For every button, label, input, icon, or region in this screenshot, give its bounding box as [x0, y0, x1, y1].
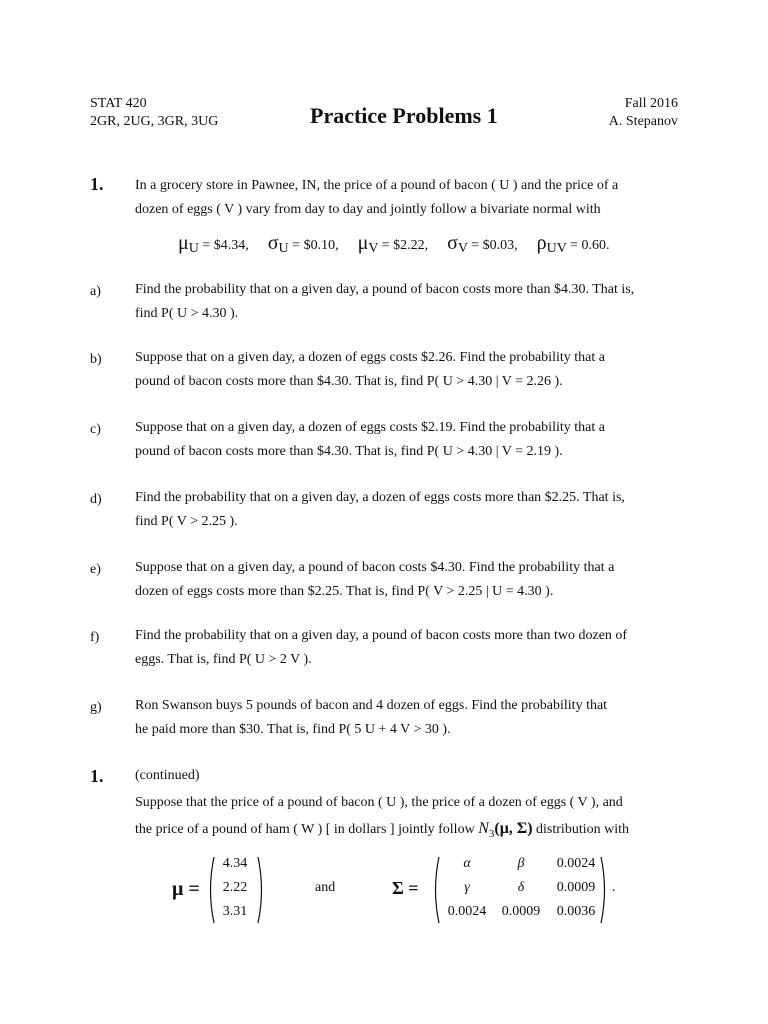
part-text-line-1: Suppose that on a given day, a pound of bacon costs $4.30. Find the probability that a: [135, 560, 615, 575]
part-text-line-1: Suppose that on a given day, a dozen of eggs costs $2.19. Find the probability that a: [135, 420, 605, 435]
sigma-v-value: = $0.03,: [467, 238, 518, 253]
matrix-end-period: .: [612, 880, 616, 895]
part-text-line-2: find P( U > 4.30 ).: [135, 306, 239, 321]
course-sections: 2GR, 2UG, 3GR, 3UG: [90, 114, 219, 129]
sigma-matrix-cell: 0.0036: [556, 904, 596, 919]
instructor: A. Stepanov: [608, 114, 678, 129]
mu-symbol: μ: [178, 232, 189, 254]
part-label: a): [90, 284, 101, 299]
distribution-name: N: [478, 820, 489, 837]
part-label: g): [90, 700, 102, 715]
rho-value: = 0.60.: [566, 238, 610, 253]
sigma-symbol: σ: [447, 232, 458, 254]
sigma-matrix-cell: α: [463, 856, 471, 871]
part-text-line-2: pound of bacon costs more than $4.30. That is, find P( U > 4.30 | V = 2.19 ).: [135, 444, 563, 459]
mu-v-subscript: V: [368, 241, 379, 256]
mu-vector-entry: 4.34: [222, 856, 248, 871]
continued-label: (continued): [135, 768, 200, 783]
part-text-line-1: Suppose that on a given day, a dozen of eggs costs $2.26. Find the probability that a: [135, 350, 605, 365]
part-text-line-1: Find the probability that on a given day, a dozen of eggs costs more than $2.25. That is,: [135, 490, 625, 505]
distribution-parameters: [178, 232, 609, 255]
problem-intro-line-2: dozen of eggs ( V ) vary from day to day and jointly follow a bivariate normal with: [135, 202, 601, 217]
part-label: b): [90, 352, 102, 367]
part-text-line-1: Find the probability that on a given day, a pound of bacon costs more than two dozen of: [135, 628, 628, 643]
mu-u-subscript: U: [188, 241, 199, 256]
sigma-symbol: σ: [267, 232, 279, 254]
continued-line-2-end: distribution with: [532, 822, 629, 837]
sigma-matrix-cell: 0.0024: [447, 904, 487, 919]
mu-symbol: μ: [357, 232, 369, 254]
mu-vector-entry: 2.22: [222, 880, 248, 895]
part-text-line-1: Ron Swanson buys 5 pounds of bacon and 4 dozen of eggs. Find the probability that: [135, 698, 608, 713]
sigma-u-value: = $0.10,: [288, 238, 339, 253]
mu-u-value: = $4.34,: [198, 238, 249, 253]
rho-symbol: ρ: [536, 232, 547, 254]
sigma-matrix-label: Σ =: [392, 878, 419, 898]
distribution-args: (μ, Σ): [494, 820, 533, 837]
sigma-matrix-cell: 0.0009: [501, 904, 541, 919]
part-text-line-2: eggs. That is, find P( U > 2 V ).: [135, 652, 312, 667]
mu-v-value: = $2.22,: [378, 238, 429, 253]
sigma-u-subscript: U: [278, 241, 289, 256]
part-label: c): [90, 422, 101, 437]
part-text-line-2: find P( V > 2.25 ).: [135, 514, 238, 529]
mu-vector-entry: 3.31: [222, 904, 248, 919]
continued-line-2: [135, 817, 629, 842]
problem-number: 1.: [90, 174, 104, 194]
distribution-subscript: 3: [488, 828, 495, 840]
part-text-line-2: he paid more than $30. That is, find P( 5 U + 4 V > 30 ).: [135, 722, 451, 737]
course-code: STAT 420: [90, 96, 147, 111]
problem-intro-line-1: In a grocery store in Pawnee, IN, the price of a pound of bacon ( U ) and the price of a: [135, 178, 619, 193]
sigma-matrix-cell: β: [517, 856, 525, 871]
part-label: d): [90, 492, 102, 507]
sigma-matrix-cell: δ: [517, 880, 525, 895]
part-label: e): [90, 562, 101, 577]
problem-number-continued: 1.: [90, 766, 104, 786]
sigma-matrix-cell: γ: [464, 880, 470, 895]
continued-line-1: Suppose that the price of a pound of bacon ( U ), the price of a dozen of eggs ( V ), and: [135, 795, 623, 810]
sigma-matrix-cell: 0.0024: [556, 856, 596, 871]
page-title: Practice Problems 1: [310, 103, 498, 128]
part-text-line-2: dozen of eggs costs more than $2.25. That is, find P( V > 2.25 | U = 4.30 ).: [135, 584, 554, 599]
sigma-matrix-cell: 0.0009: [556, 880, 596, 895]
and-text: and: [315, 880, 336, 895]
mu-vector-label: μ =: [172, 878, 200, 900]
part-text-line-1: Find the probability that on a given day, a pound of bacon costs more than $4.30. That is,: [135, 282, 635, 297]
rho-subscript: UV: [546, 241, 567, 256]
term: Fall 2016: [624, 96, 678, 111]
part-text-line-2: pound of bacon costs more than $4.30. That is, find P( U > 4.30 | V = 2.26 ).: [135, 374, 563, 389]
sigma-v-subscript: V: [457, 241, 468, 256]
part-label: f): [90, 630, 100, 645]
continued-line-2-text: the price of a pound of ham ( W ) [ in dollars ] jointly follow: [135, 822, 479, 837]
